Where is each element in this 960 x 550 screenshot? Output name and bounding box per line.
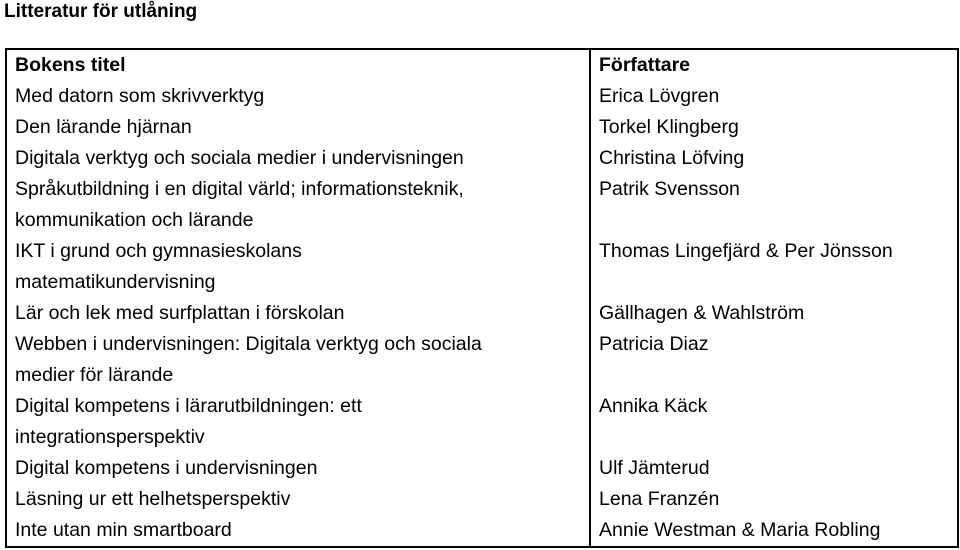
book-title-line: Den lärande hjärnan [15, 116, 192, 138]
title-column-cell [6, 49, 590, 547]
author-line: Lena Franzén [599, 488, 720, 510]
book-title-line: Med datorn som skrivverktyg [15, 85, 265, 107]
book-title-line: IKT i grund och gymnasieskolans [15, 240, 302, 262]
page-title: Litteratur för utlåning [4, 1, 198, 22]
book-title-line: Digital kompetens i lärarutbildningen: ett [15, 395, 362, 417]
author-line: Christina Löfving [599, 147, 745, 169]
book-title-line: medier för lärande [15, 364, 174, 386]
author-line: Erica Lövgren [599, 85, 720, 107]
author-spacer [599, 360, 949, 391]
book-title-line: Inte utan min smartboard [15, 519, 232, 541]
book-title-line: Webben i undervisningen: Digitala verktyg och sociala [15, 333, 482, 355]
book-title-line: matematikundervisning [15, 271, 216, 293]
author-line: Gällhagen & Wahlström [599, 302, 805, 324]
author-line: Patricia Diaz [599, 333, 709, 355]
author-line: Annie Westman & Maria Robling [599, 519, 881, 541]
book-title-line: Lär och lek med surfplattan i förskolan [15, 302, 345, 324]
author-spacer [599, 205, 949, 236]
column-header-title: Bokens titel [15, 54, 126, 76]
author-spacer [599, 267, 949, 298]
book-title-line: Språkutbildning i en digital värld; informationsteknik, [15, 178, 464, 200]
author-line: Torkel Klingberg [599, 116, 739, 138]
author-column-cell [590, 49, 958, 547]
table-row [6, 49, 958, 547]
book-title-line: kommunikation och lärande [15, 209, 254, 231]
author-spacer [599, 422, 949, 453]
author-line: Thomas Lingefjärd & Per Jönsson [599, 240, 893, 262]
book-table [5, 48, 959, 548]
book-title-line: Digitala verktyg och sociala medier i undervisningen [15, 147, 464, 169]
book-title-line: Digital kompetens i undervisningen [15, 457, 318, 479]
book-title-line: integrationsperspektiv [15, 426, 205, 448]
author-line: Ulf Jämterud [599, 457, 710, 479]
column-header-author: Författare [599, 54, 691, 76]
author-line: Annika Käck [599, 395, 708, 417]
book-title-line: Läsning ur ett helhetsperspektiv [15, 488, 291, 510]
author-line: Patrik Svensson [599, 178, 740, 200]
